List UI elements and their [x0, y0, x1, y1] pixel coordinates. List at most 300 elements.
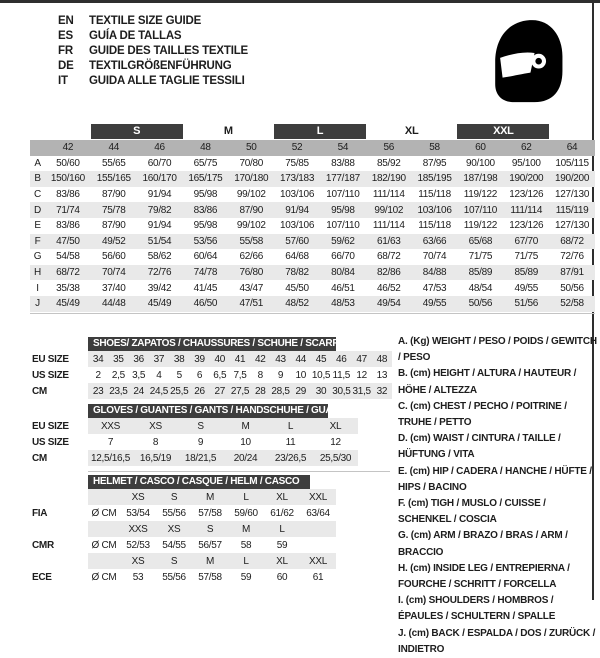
- size-value: 5: [176, 369, 182, 381]
- size-value: 34: [92, 353, 104, 365]
- row-values: [88, 521, 336, 537]
- size-value: 30: [315, 385, 327, 397]
- measurement-value: 85/92: [376, 157, 401, 169]
- measurement-value: 70/80: [239, 157, 263, 169]
- measurement-value: 46/50: [193, 298, 218, 310]
- helmet-size-value: 63/64: [306, 507, 330, 519]
- helmet-size-value: 58: [240, 539, 252, 551]
- size-column-header: 64: [566, 142, 578, 154]
- helmet-size-value: 60: [276, 571, 288, 583]
- measurement-value: 71/75: [468, 251, 493, 263]
- helmet-size-label: XXS: [128, 523, 148, 535]
- size-value: 24,5: [149, 385, 169, 397]
- measurement-value: 87/91: [560, 267, 584, 279]
- measurement-value: 47/51: [239, 298, 263, 310]
- helmet-sizes-row: [30, 553, 336, 569]
- measurement-value: 59/62: [331, 235, 355, 247]
- standard-label: CMR: [32, 539, 54, 551]
- measurement-value: 187/198: [463, 173, 498, 185]
- top-border-line: [0, 0, 600, 3]
- row-label: EU SIZE: [32, 353, 69, 365]
- size-value: 8: [152, 436, 159, 448]
- measurement-value: 115/118: [418, 220, 451, 232]
- size-value: 43: [275, 353, 286, 365]
- measurement-value: 83/86: [56, 220, 80, 232]
- measurement-value: 83/86: [193, 204, 218, 216]
- measurement-value: 63/66: [422, 235, 447, 247]
- guide-title: GUIDE DES TAILLES TEXTILE: [89, 44, 248, 57]
- measurement-value: 95/98: [331, 204, 355, 216]
- measurement-value: 111/114: [372, 189, 405, 201]
- measurement-value: 85/89: [514, 267, 538, 279]
- measurement-value: 52/58: [560, 298, 584, 310]
- measurement-value: 119/122: [463, 189, 498, 201]
- measurement-value: 87/90: [239, 204, 263, 216]
- size-value: 10,5: [311, 369, 331, 381]
- shoes-table: [30, 337, 392, 399]
- size-value: 18/21,5: [184, 452, 217, 464]
- measurement-value: 99/102: [374, 204, 404, 216]
- measurement-value: 115/118: [418, 189, 451, 201]
- helmet-size-label: L: [243, 491, 249, 503]
- size-value: 7,5: [233, 369, 247, 381]
- helmet-size-value: 53: [132, 571, 144, 583]
- size-value: 23,5: [109, 385, 128, 397]
- measurement-value: 51/56: [514, 298, 538, 310]
- helmet-size-value: 59: [240, 571, 252, 583]
- size-row: [30, 383, 392, 399]
- guide-title: GUÍA DE TALLAS: [89, 30, 182, 43]
- measurement-value: 107/110: [463, 204, 498, 216]
- measurement-value: 127/130: [555, 220, 590, 232]
- size-value: 13: [376, 369, 388, 381]
- helmet-size-label: XS: [131, 491, 145, 503]
- measurement-value: 67/70: [514, 235, 538, 247]
- measurement-value: 105/115: [555, 157, 589, 169]
- size-value: XXS: [100, 420, 121, 432]
- measurement-value: 74/78: [193, 267, 218, 279]
- measurement-letter: J: [35, 298, 40, 310]
- measurement-value: 87/95: [422, 157, 447, 169]
- measurement-value: 76/80: [239, 267, 263, 279]
- size-value: 6,5: [213, 369, 227, 381]
- size-value: XL: [329, 420, 342, 432]
- measurement-value: 75/85: [285, 157, 309, 169]
- guide-title: GUIDA ALLE TAGLIE TESSILI: [89, 74, 245, 87]
- size-group-m: M: [223, 125, 233, 137]
- size-value: 3,5: [132, 369, 146, 381]
- measurement-value: 84/88: [422, 267, 447, 279]
- size-value: 37: [153, 353, 165, 365]
- helmet-size-label: M: [241, 523, 251, 535]
- size-value: 7: [107, 436, 114, 448]
- size-column-header: 58: [429, 142, 440, 154]
- legend-item: I. (cm) SHOULDERS / HOMBROS / ÉPAULES / SCHULTERN / SPALLE: [398, 595, 556, 623]
- measurement-value: 68/72: [376, 251, 401, 263]
- size-value: 27,5: [230, 385, 250, 397]
- helmet-size-label: XL: [276, 491, 288, 503]
- helmet-size-label: M: [205, 555, 215, 567]
- measurement-value: 123/126: [509, 189, 544, 201]
- helmet-size-label: XXL: [308, 491, 327, 503]
- legend-item: A. (Kg) WEIGHT / PESO / POIDS / GEWITCH / PESO: [398, 336, 597, 364]
- measurement-letter: H: [34, 267, 41, 279]
- size-value: 12: [356, 369, 367, 381]
- size-value: 11: [285, 436, 296, 448]
- helmet-size-label: M: [205, 491, 215, 503]
- size-value: 36: [133, 353, 144, 365]
- measurement-value: 103/106: [280, 189, 315, 201]
- measurement-value: 119/122: [463, 220, 498, 232]
- gloves-table-title: GLOVES / GUANTES / GANTS / HANDSCHUHE / GUANTI: [88, 404, 328, 418]
- row-label: [30, 521, 88, 537]
- guide-title: TEXTILGRÖßENFÜHRUNG: [89, 59, 232, 72]
- row-values: [88, 489, 336, 505]
- measurement-value: 80/84: [331, 267, 355, 279]
- row-label: US SIZE: [32, 436, 69, 448]
- measurement-value: 45/50: [285, 282, 309, 294]
- size-value: 46: [336, 353, 347, 365]
- helmet-size-label: XS: [167, 523, 181, 535]
- measurement-value: 49/54: [376, 298, 401, 310]
- measurement-value: 99/102: [236, 189, 266, 201]
- size-value: S: [197, 420, 204, 432]
- legend-item: G. (cm) ARM / BRAZO / BRAS / ARM / BRACCIO: [398, 530, 568, 558]
- measurement-value: 71/75: [514, 251, 538, 263]
- standard-label: ECE: [32, 571, 52, 583]
- size-row: [30, 367, 392, 383]
- measurement-value: 70/74: [422, 251, 447, 263]
- measurement-value: 72/76: [560, 251, 584, 263]
- size-value: 23: [92, 385, 104, 397]
- measurement-value: 60/64: [193, 251, 218, 263]
- size-value: L: [287, 420, 294, 432]
- legend-item: H. (cm) INSIDE LEG / ENTREPIERNA / FOURCHE / SCHRITT / FORCELLA: [398, 562, 570, 591]
- row-label: EU SIZE: [32, 420, 69, 432]
- unit-cell: Ø CM: [91, 507, 117, 519]
- size-number-header-row: [30, 140, 595, 156]
- helmet-size-value: 61: [312, 571, 324, 583]
- legend-item: E. (cm) HIP / CADERA / HANCHE / HÜFTE / HIPS / BACINO: [398, 465, 592, 493]
- measurement-letter: D: [34, 204, 41, 216]
- measurement-value: 185/195: [417, 173, 452, 185]
- measurement-value: 54/58: [56, 251, 80, 263]
- helmet-size-label: XL: [276, 555, 288, 567]
- measurement-value: 91/94: [285, 204, 309, 216]
- size-column-header: 50: [245, 142, 257, 154]
- size-value: 6: [196, 369, 203, 381]
- measurement-value: 48/54: [468, 282, 493, 294]
- legend-item: F. (cm) TIGH / MUSLO / CUISSE / SCHENKEL / COSCIA: [398, 498, 546, 526]
- gloves-helmet-divider-line: [88, 471, 390, 472]
- measurement-value: 83/88: [331, 157, 355, 169]
- language-code: IT: [58, 74, 68, 87]
- helmet-sizes-row: [30, 489, 336, 505]
- size-column-header: 42: [62, 142, 74, 154]
- guide-title: TEXTILE SIZE GUIDE: [89, 15, 202, 28]
- measurement-letter: E: [34, 220, 41, 232]
- measurement-value: 173/183: [280, 173, 315, 185]
- measurement-value: 43/47: [239, 282, 263, 294]
- measurement-value: 71/74: [56, 204, 80, 216]
- measurement-value: 127/130: [555, 189, 590, 201]
- size-value: 39: [194, 353, 205, 365]
- size-row: [30, 351, 392, 367]
- measurement-value: 190/200: [509, 173, 544, 185]
- measurement-value: 79/82: [147, 204, 172, 216]
- measurement-value: 55/65: [101, 157, 126, 169]
- row-values: [88, 418, 358, 434]
- helmet-size-label: S: [170, 555, 178, 567]
- language-code: FR: [58, 44, 73, 57]
- measurement-value: 160/170: [142, 173, 177, 185]
- size-value: 10: [295, 369, 307, 381]
- measurement-value: 170/180: [234, 173, 269, 185]
- helmet-table-title: HELMET / CASCO / CASQUE / HELM / CASCO: [88, 475, 310, 489]
- size-row: [30, 418, 358, 434]
- measurement-value: 47/53: [422, 282, 447, 294]
- size-value: 25,5/30: [319, 452, 352, 464]
- size-group-xl: XL: [404, 125, 419, 137]
- measurement-value: 48/52: [285, 298, 309, 310]
- measurement-value: 115/119: [555, 204, 589, 216]
- size-column-header: 54: [337, 142, 349, 154]
- measurement-value: 65/68: [468, 235, 493, 247]
- measurement-value: 57/60: [285, 235, 309, 247]
- measurement-value: 95/98: [193, 220, 218, 232]
- row-values: [88, 383, 392, 399]
- measurement-value: 61/63: [376, 235, 401, 247]
- measurement-value: 62/66: [239, 251, 263, 263]
- size-value: 42: [254, 353, 266, 365]
- measurement-value: 155/165: [96, 173, 131, 185]
- size-column-header: 56: [383, 142, 394, 154]
- size-value: 4: [156, 369, 162, 381]
- helmet-size-value: 53/54: [126, 507, 150, 519]
- measurement-value: 49/55: [514, 282, 538, 294]
- size-value: XS: [149, 420, 162, 432]
- measurement-value: 65/75: [193, 157, 218, 169]
- measurement-value: 51/54: [147, 235, 172, 247]
- size-value: 8: [257, 369, 263, 381]
- helmet-values-row-cmr: [30, 537, 336, 553]
- measurement-letter: G: [33, 251, 42, 263]
- measurement-row-g: [30, 249, 595, 265]
- measurement-value: 45/49: [56, 298, 80, 310]
- size-value: 35: [113, 353, 124, 365]
- measurement-value: 39/42: [147, 282, 172, 294]
- measurement-value: 107/110: [326, 189, 360, 201]
- measurement-value: 103/106: [280, 220, 315, 232]
- measurement-row-h: [30, 265, 595, 281]
- measurement-value: 177/187: [325, 173, 360, 185]
- size-value: 2: [95, 369, 101, 381]
- row-values: [88, 434, 358, 450]
- measurement-value: 111/114: [510, 204, 543, 216]
- measurement-row-j: [30, 296, 595, 312]
- helmet-values-row-fia: [30, 505, 336, 521]
- measurement-value: 46/52: [376, 282, 401, 294]
- language-code: DE: [58, 59, 74, 72]
- size-group-s: S: [91, 124, 183, 139]
- measurement-letter: C: [34, 189, 41, 201]
- measurement-value: 48/53: [331, 298, 355, 310]
- helmet-size-label: S: [206, 523, 214, 535]
- measurement-value: 56/60: [101, 251, 126, 263]
- measurement-value: 190/200: [555, 173, 590, 185]
- measurement-letter: B: [34, 173, 41, 185]
- measurement-value: 44/48: [101, 298, 126, 310]
- measurement-row-c: [30, 187, 595, 203]
- helmet-size-label: S: [170, 491, 178, 503]
- size-column-header: 60: [475, 142, 486, 154]
- helmet-table: [30, 475, 336, 585]
- measurement-value: 87/90: [101, 220, 126, 232]
- measurement-letter: A: [34, 157, 41, 169]
- measurement-value: 91/94: [147, 220, 172, 232]
- measurement-letter: F: [34, 235, 41, 247]
- helmet-size-label: L: [243, 555, 249, 567]
- helmet-size-value: 54/55: [162, 539, 186, 551]
- measurement-row-a: [30, 156, 595, 172]
- size-value: 41: [234, 353, 246, 365]
- measurement-row-d: [30, 202, 595, 218]
- measurement-value: 99/102: [236, 220, 266, 232]
- helmet-size-value: 57/58: [198, 571, 222, 583]
- measurement-value: 70/74: [101, 267, 126, 279]
- row-label: [30, 489, 88, 505]
- measurement-value: 83/86: [56, 189, 80, 201]
- helmet-size-value: 55/56: [162, 571, 186, 583]
- measurement-letter: I: [36, 282, 39, 294]
- size-value: 25,5: [170, 385, 189, 397]
- measurement-value: 72/76: [147, 267, 172, 279]
- size-value: 2,5: [111, 369, 125, 381]
- size-column-header: 52: [291, 142, 303, 154]
- measurement-value: 50/60: [56, 157, 80, 169]
- helmet-size-value: 61/62: [270, 507, 294, 519]
- helmet-icon: [487, 14, 569, 110]
- measurement-row-b: [30, 171, 595, 187]
- measurement-value: 49/55: [422, 298, 447, 310]
- measurement-value: 91/94: [147, 189, 172, 201]
- helmet-icon-svg: [487, 14, 569, 110]
- size-column-header: 46: [154, 142, 165, 154]
- size-value: 16,5/19: [139, 452, 172, 464]
- size-value: 28: [254, 385, 266, 397]
- measurement-row-i: [30, 280, 595, 296]
- measurement-value: 103/106: [417, 204, 452, 216]
- size-value: 38: [173, 353, 185, 365]
- measurement-value: 87/90: [101, 189, 126, 201]
- helmet-values-row-ece: [30, 569, 336, 585]
- size-value: 10: [240, 436, 251, 448]
- helmet-size-value: 52/53: [126, 539, 150, 551]
- helmet-size-value: 55/56: [162, 507, 186, 519]
- size-value: 48: [376, 353, 388, 365]
- measurement-row-f: [30, 234, 595, 250]
- row-label: US SIZE: [32, 369, 69, 381]
- size-value: 24: [133, 385, 144, 397]
- measurement-value: 37/40: [101, 282, 126, 294]
- size-value: 44: [295, 353, 307, 365]
- measurement-value: 41/45: [193, 282, 218, 294]
- measurement-value: 75/78: [101, 204, 126, 216]
- size-value: 9: [277, 369, 284, 381]
- measurement-legend: [398, 334, 600, 658]
- language-title-list: [58, 14, 248, 88]
- language-code: EN: [58, 15, 74, 28]
- row-label: [30, 553, 88, 569]
- measurement-value: 45/49: [147, 298, 172, 310]
- measurement-value: 95/98: [193, 189, 218, 201]
- size-group-header-row: [30, 123, 595, 140]
- measurement-value: 111/114: [372, 220, 405, 232]
- legend-item: J. (cm) BACK / ESPALDA / DOS / ZURÜCK / INDIETRO: [398, 627, 596, 655]
- row-values: [88, 351, 392, 367]
- helmet-sizes-row: [30, 521, 336, 537]
- legend-item: C. (cm) CHEST / PECHO / POITRINE / TRUHE / PETTO: [398, 400, 567, 429]
- row-values: [88, 505, 336, 521]
- measurement-value: 50/56: [560, 282, 584, 294]
- language-row: [58, 73, 248, 88]
- helmet-size-label: XS: [131, 555, 145, 567]
- measurement-value: 82/86: [376, 267, 401, 279]
- measurement-value: 85/89: [468, 267, 493, 279]
- measurement-value: 95/100: [511, 157, 541, 169]
- language-row: [58, 14, 248, 29]
- size-value: 32: [376, 385, 388, 397]
- helmet-size-label: XXL: [308, 555, 327, 567]
- measurement-row-e: [30, 218, 595, 234]
- size-group-xxl: XXL: [457, 124, 549, 139]
- measurement-value: 66/70: [331, 251, 355, 263]
- helmet-size-label: L: [279, 523, 285, 535]
- helmet-size-value: 59/60: [234, 507, 258, 519]
- measurement-value: 182/190: [371, 173, 406, 185]
- size-column-header: 62: [520, 142, 532, 154]
- size-value: 12: [330, 436, 341, 448]
- language-row: [58, 58, 248, 73]
- table-divider-line: [30, 313, 595, 314]
- size-value: 20/24: [233, 452, 258, 464]
- size-group-l: L: [274, 124, 366, 139]
- size-value: 40: [214, 353, 225, 365]
- gloves-table: [30, 404, 358, 466]
- measurement-value: 58/62: [147, 251, 172, 263]
- measurement-value: 55/58: [239, 235, 263, 247]
- language-row: [58, 29, 248, 44]
- language-code: ES: [58, 30, 73, 43]
- size-value: 31,5: [352, 385, 371, 397]
- measurement-value: 68/72: [560, 235, 584, 247]
- measurement-value: 46/51: [331, 282, 355, 294]
- measurement-value: 35/38: [56, 282, 80, 294]
- measurement-value: 78/82: [285, 267, 309, 279]
- size-value: 12,5/16,5: [90, 452, 130, 464]
- unit-cell: Ø CM: [91, 539, 117, 551]
- measurement-value: 50/56: [468, 298, 493, 310]
- size-value: 11,5: [332, 369, 351, 381]
- size-column-header: 44: [108, 142, 119, 154]
- measurement-value: 123/126: [509, 220, 544, 232]
- measurement-value: 165/175: [188, 173, 223, 185]
- measurement-value: 64/68: [285, 251, 309, 263]
- size-value: 9: [197, 436, 204, 448]
- legend-item: B. (cm) HEIGHT / ALTURA / HAUTEUR / HÖHE / ALTEZZA: [398, 368, 577, 396]
- size-value: 26: [194, 385, 205, 397]
- size-value: 29: [295, 385, 307, 397]
